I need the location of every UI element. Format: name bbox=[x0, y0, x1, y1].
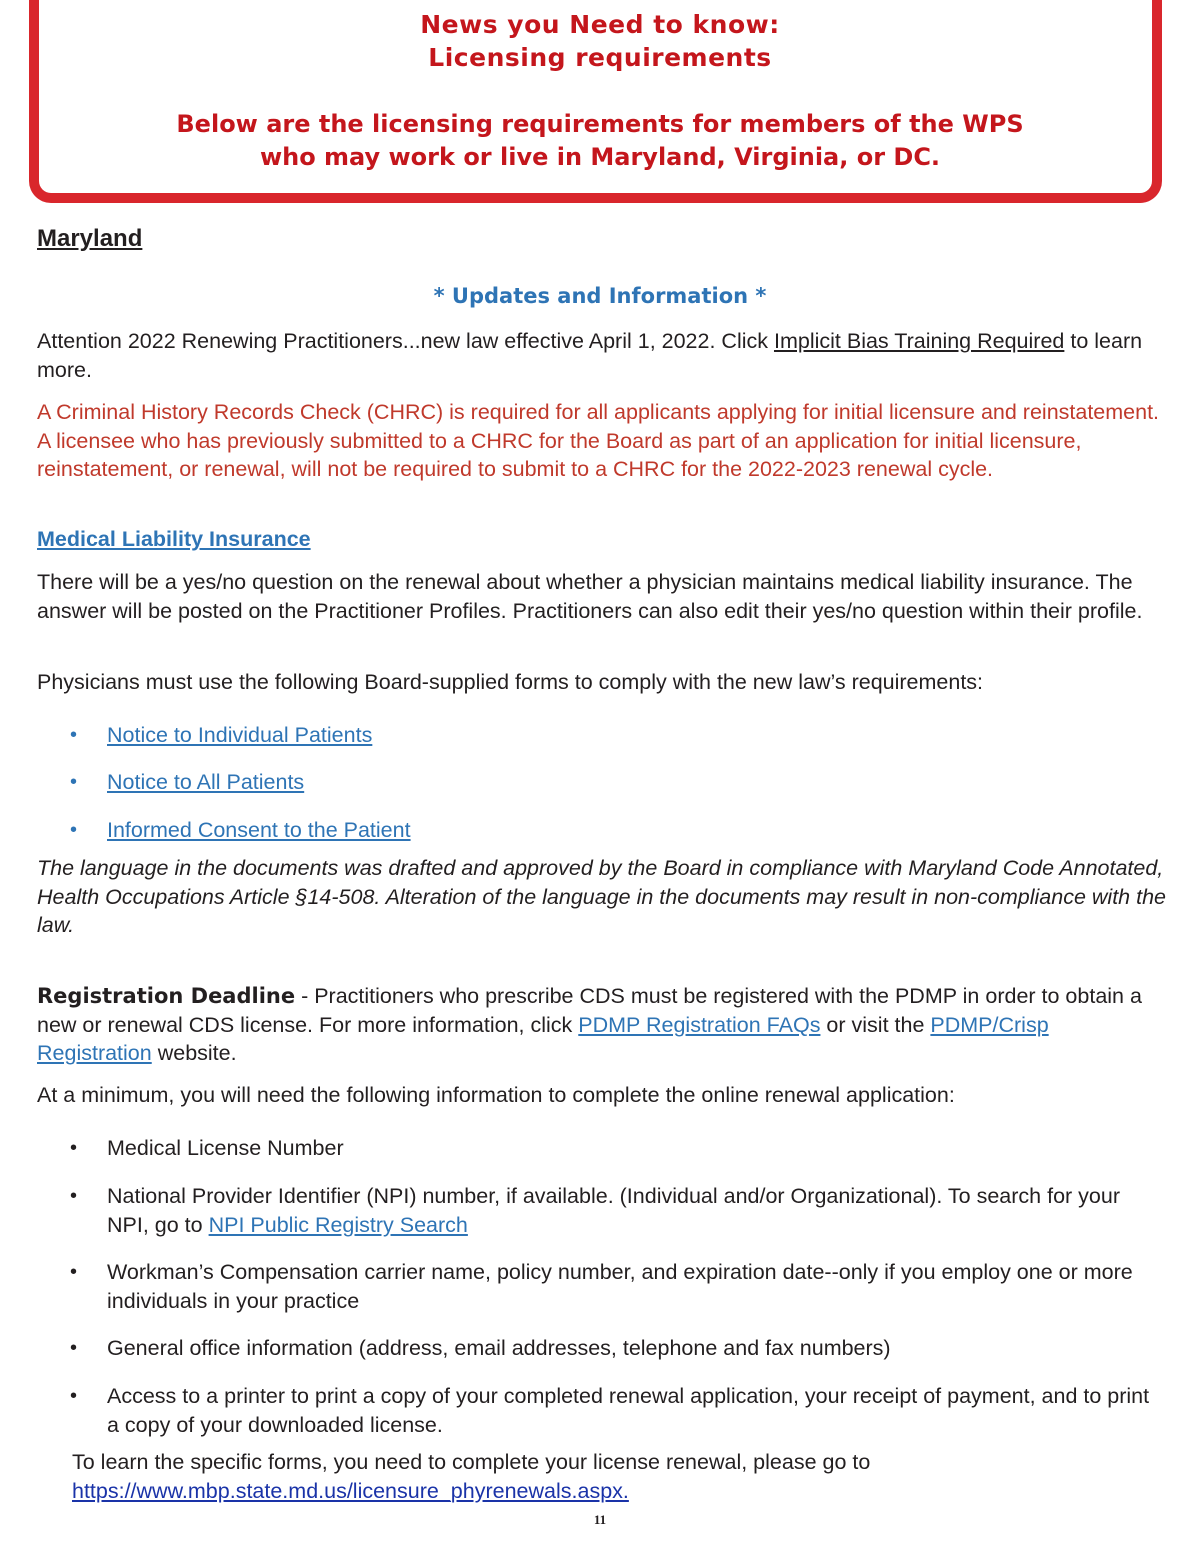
bullet-icon: • bbox=[70, 1137, 78, 1159]
requirement-text: Workman’s Compensation carrier name, policy number, and expiration date--only if you employ one or more individuals in your practice bbox=[107, 1260, 1133, 1313]
closing-text: To learn the specific forms, you need to complete your license renewal, please go to bbox=[72, 1450, 871, 1474]
closing-paragraph bbox=[72, 1448, 1162, 1505]
requirement-text: National Provider Identifier (NPI) number, if available. (Individual and/or Organizational). To search for your NPI, go to bbox=[107, 1184, 1120, 1237]
implicit-bias-link[interactable]: Implicit Bias Training Required bbox=[773, 329, 1065, 353]
attention-paragraph bbox=[37, 327, 1167, 384]
registration-paragraph bbox=[37, 982, 1167, 1068]
chrc-paragraph: A Criminal History Records Check (CHRC) is required for all applicants applying for initial licensure and reinstatement. A licensee who has previously submitted to a CHRC for the Board as part of an application for initial licensure, reinstatement, or renewal, will not be required to submit to a CHRC for the 2022-2023 renewal cycle. bbox=[37, 400, 1160, 481]
form-link[interactable]: Notice to Individual Patients bbox=[107, 723, 373, 747]
requirement-text: Medical License Number bbox=[107, 1136, 344, 1160]
page-number: 11 bbox=[593, 1512, 607, 1527]
requirements-intro: At a minimum, you will need the following information to complete the online renewal application: bbox=[37, 1083, 955, 1107]
forms-note: The language in the documents was drafted and approved by the Board in compliance with Maryland Code Annotated, Health Occupations Article §14-508. Alteration of the language in the documents may result in non-compliance with the law. bbox=[37, 856, 1166, 937]
registration-label: Registration Deadline bbox=[37, 984, 296, 1008]
banner-title-line1: News you Need to know: bbox=[420, 10, 780, 39]
attention-text-after: to learn more. bbox=[37, 329, 1143, 382]
pdmp-faq-link[interactable]: PDMP Registration FAQs bbox=[578, 1012, 821, 1037]
mli-paragraph: There will be a yes/no question on the renewal about whether a physician maintains medical liability insurance. The answer will be posted on the Practitioner Profiles. Practitioners can also edit their yes/no question within their profile. bbox=[37, 570, 1143, 623]
registration-text: - Practitioners who prescribe CDS must be registered with the PDMP in order to obtain a new or renewal CDS license. For more information, click bbox=[37, 984, 1142, 1037]
bullet-icon: • bbox=[70, 1185, 78, 1207]
requirement-text: General office information (address, email addresses, telephone and fax numbers) bbox=[107, 1336, 891, 1360]
banner-subtitle-line2: who may work or live in Maryland, Virginia, or DC. bbox=[259, 143, 941, 171]
bullet-icon: • bbox=[70, 771, 78, 793]
form-link[interactable]: Informed Consent to the Patient bbox=[107, 818, 411, 842]
forms-intro: Physicians must use the following Board-supplied forms to comply with the new law’s requirements: bbox=[37, 670, 984, 694]
bullet-icon: • bbox=[70, 1337, 78, 1359]
banner-subtitle-line1: Below are the licensing requirements for members of the WPS bbox=[176, 110, 1024, 138]
npi-registry-link[interactable]: NPI Public Registry Search bbox=[208, 1212, 468, 1237]
renewal-url-link[interactable]: https://www.mbp.state.md.us/licensure_phyrenewals.aspx. bbox=[72, 1478, 629, 1503]
attention-text: Attention 2022 Renewing Practitioners...new law effective April 1, 2022. Click bbox=[37, 329, 774, 353]
registration-text: or visit the bbox=[820, 1012, 931, 1037]
pdmp-crisp-link[interactable]: PDMP/Crisp Registration bbox=[37, 1012, 1049, 1065]
section-title: Maryland bbox=[37, 225, 143, 252]
banner-title-line2: Licensing requirements bbox=[428, 43, 772, 72]
mli-link[interactable]: Medical Liability Insurance bbox=[37, 527, 311, 551]
requirement-text: Access to a printer to print a copy of your completed renewal application, your receipt of payment, and to print a copy of your downloaded license. bbox=[107, 1384, 1150, 1437]
registration-text: website. bbox=[151, 1041, 237, 1065]
mli-heading-row bbox=[37, 525, 1167, 554]
bullet-icon: • bbox=[70, 819, 78, 841]
requirement-text-wrap bbox=[107, 1182, 1167, 1239]
bullet-icon: • bbox=[70, 1261, 78, 1283]
bullet-icon: • bbox=[70, 1385, 78, 1407]
bullet-icon: • bbox=[70, 724, 78, 746]
updates-heading: * Updates and Information * bbox=[433, 284, 767, 308]
form-link[interactable]: Notice to All Patients bbox=[107, 770, 305, 794]
